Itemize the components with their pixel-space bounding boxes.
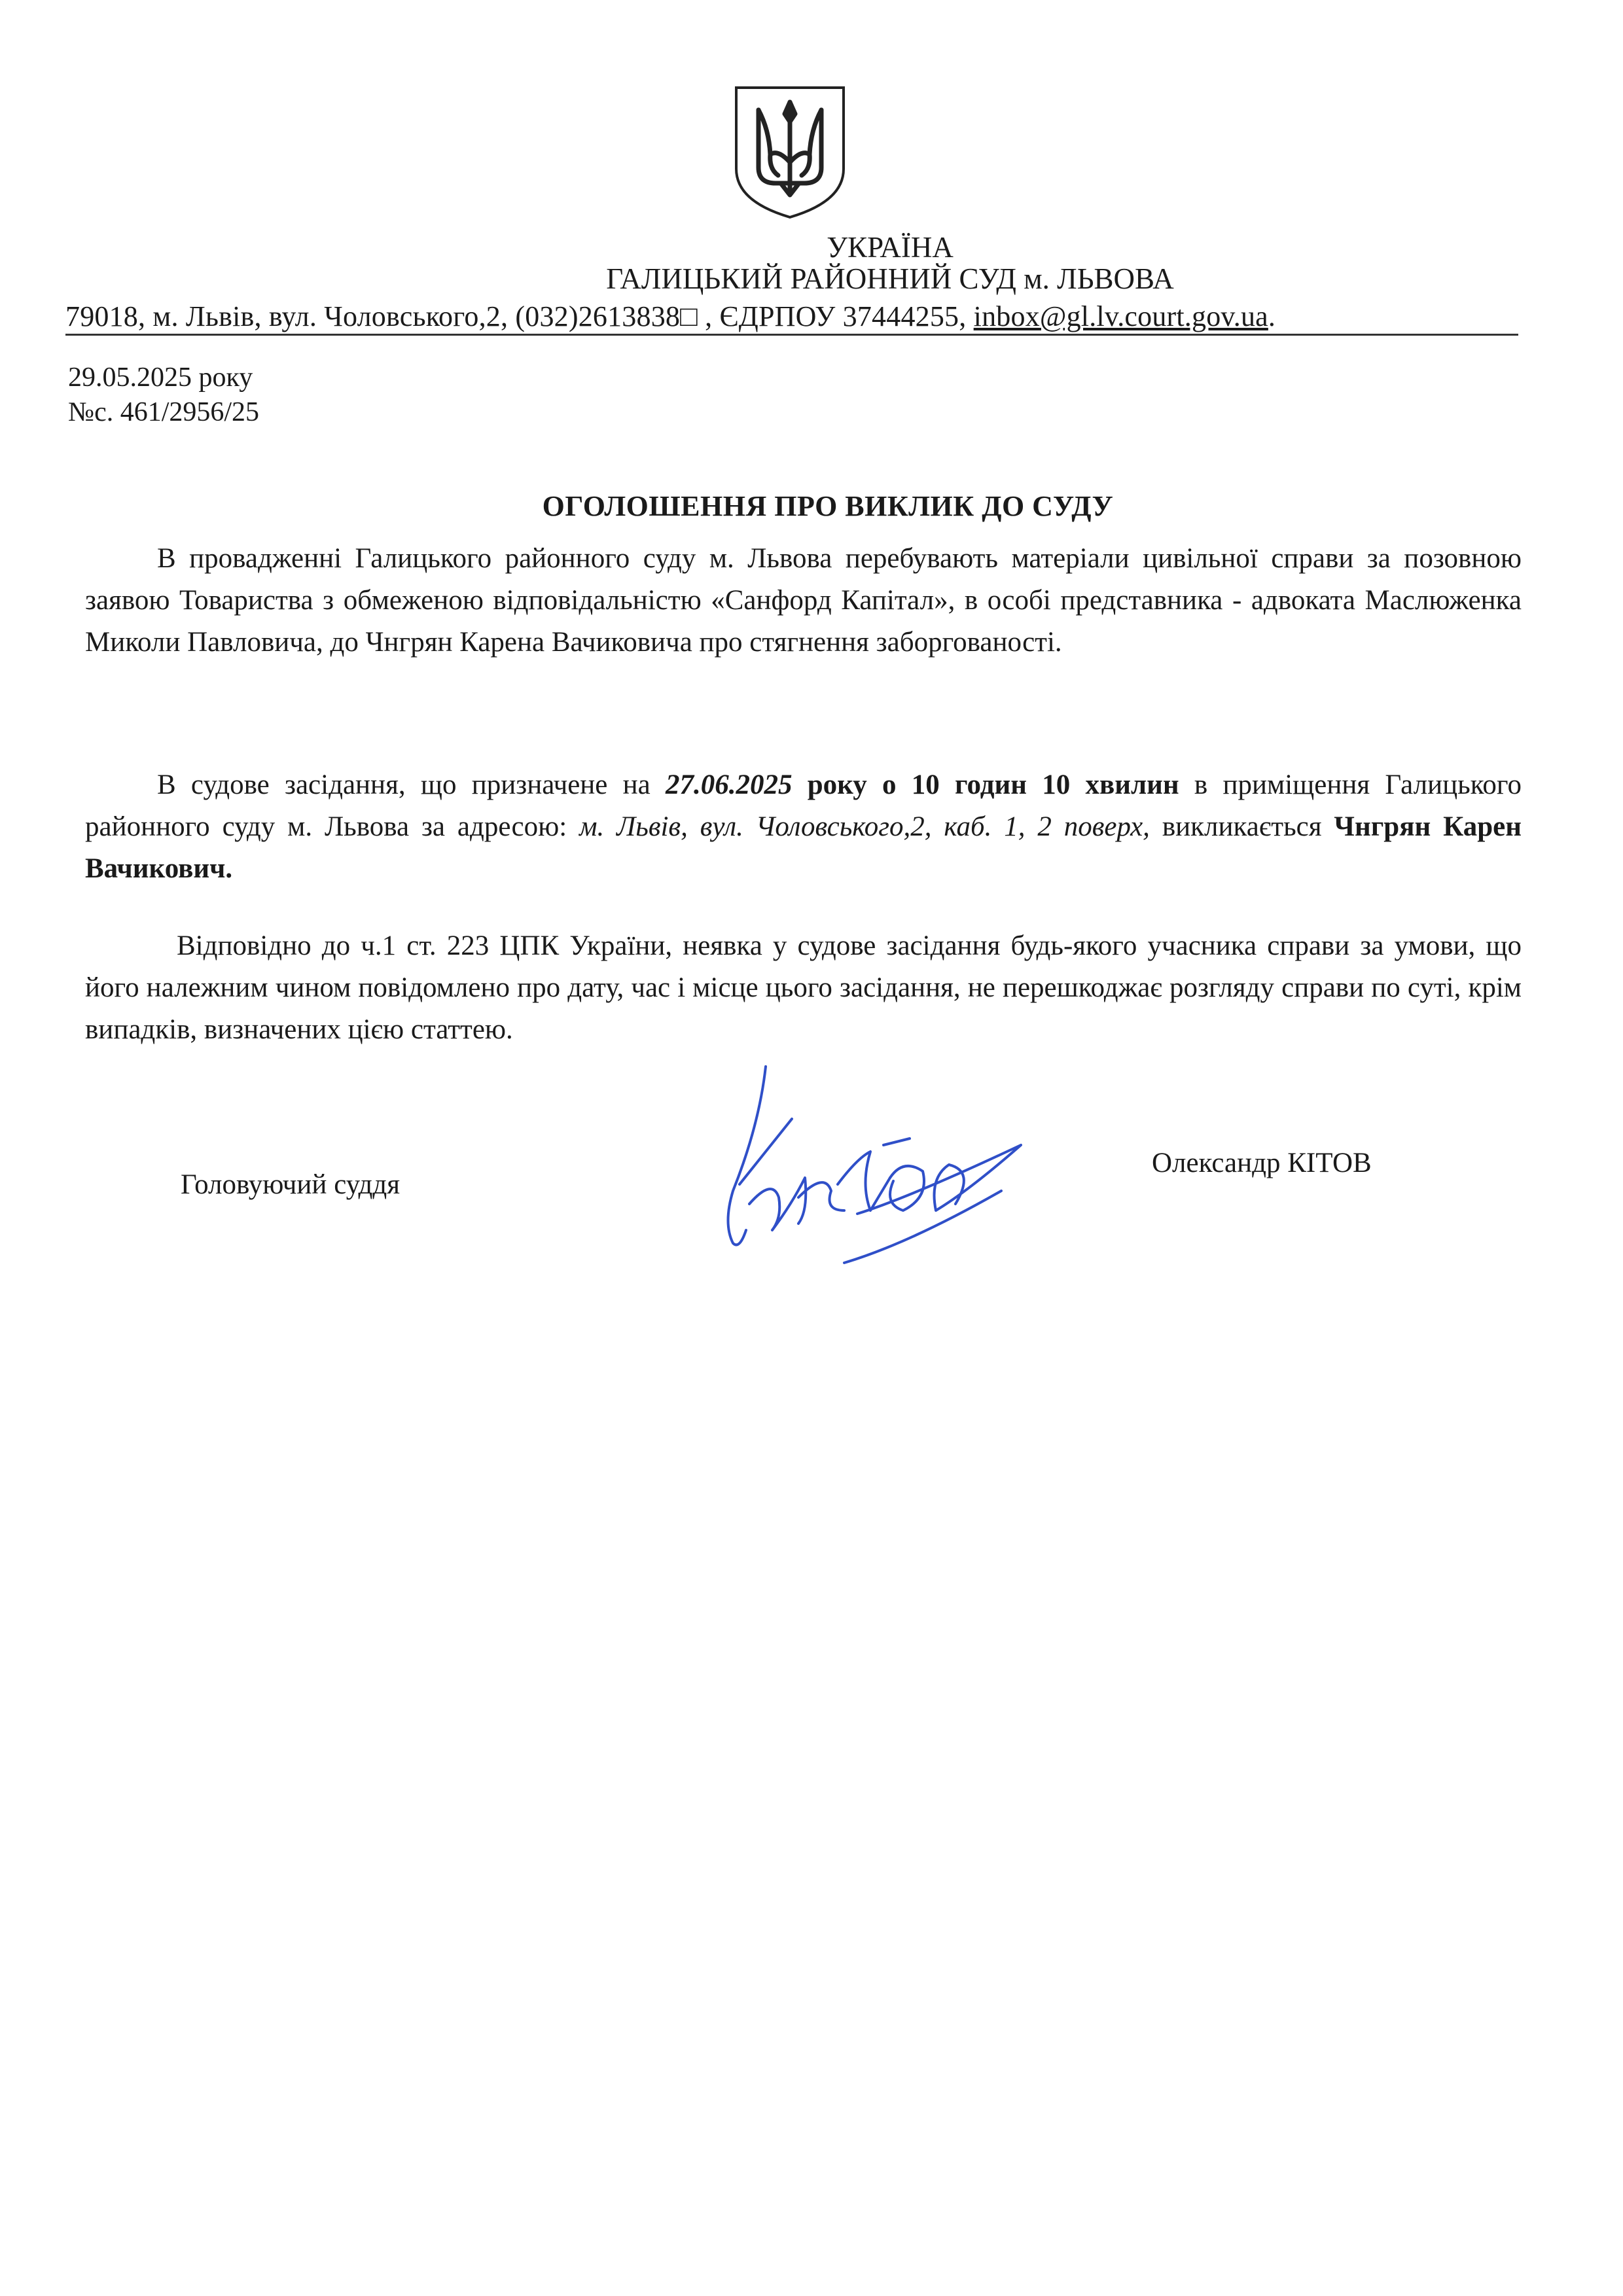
defendant-name: Чнгрян Карен Вачикович. xyxy=(85,811,1522,884)
hearing-text-1: В судове засідання, що призначене на xyxy=(157,769,666,800)
presiding-judge-label: Головуючий суддя xyxy=(181,1169,401,1200)
paragraph-hearing xyxy=(85,764,1522,890)
court-address: 79018, м. Львів, вул. Чоловського,2, (032)2613838□ , ЄДРПОУ 37444255, xyxy=(65,300,974,332)
trident-coat-of-arms-icon xyxy=(731,84,849,221)
country-heading: УКРАЇНА xyxy=(827,231,954,264)
court-name-heading: ГАЛИЦЬКИЙ РАЙОННИЙ СУД м. ЛЬВОВА xyxy=(606,262,1174,295)
paragraph-legal-basis: Відповідно до ч.1 ст. 223 ЦПК України, неявка у судове засідання будь-якого учасника справи за умови, що його належним чином повідомлено про дату, час і місце цього засідання, не перешкоджає розгляду справи по суті, крім випадків, визначених цією статтею. xyxy=(85,930,1522,1045)
hearing-text-3: викликається xyxy=(1149,811,1334,842)
document-title: ОГОЛОШЕННЯ ПРО ВИКЛИК ДО СУДУ xyxy=(542,490,1114,522)
hearing-time: року о 10 годин 10 хвилин xyxy=(792,769,1179,800)
header-divider xyxy=(65,334,1518,336)
court-email-link[interactable]: inbox@gl.lv.court.gov.ua xyxy=(973,300,1268,332)
judge-signature xyxy=(694,1047,1060,1269)
address-end: . xyxy=(1268,300,1276,332)
hearing-address: м. Львів, вул. Чоловського,2, каб. 1, 2 поверх, xyxy=(579,811,1150,842)
case-number: №с. 461/2956/25 xyxy=(68,397,260,427)
hearing-text-2: в приміщення Галицького районного суду м. Львова за адресою: xyxy=(85,769,1522,842)
judge-name: Олександр КІТОВ xyxy=(1152,1148,1372,1178)
court-address-line xyxy=(65,300,1275,334)
paragraph-proceedings: В провадженні Галицького районного суду м. Львова перебувають матеріали цивільної справи за позовною заявою Товариства з обмеженою відповідальністю «Санфорд Капітал», в особі представника - адвоката Маслюженка Миколи Павловича, до Чнгрян Карена Вачиковича про стягнення заборгованості. xyxy=(85,543,1522,658)
document-date: 29.05.2025 року xyxy=(68,362,253,393)
hearing-date: 27.06.2025 xyxy=(665,769,793,800)
